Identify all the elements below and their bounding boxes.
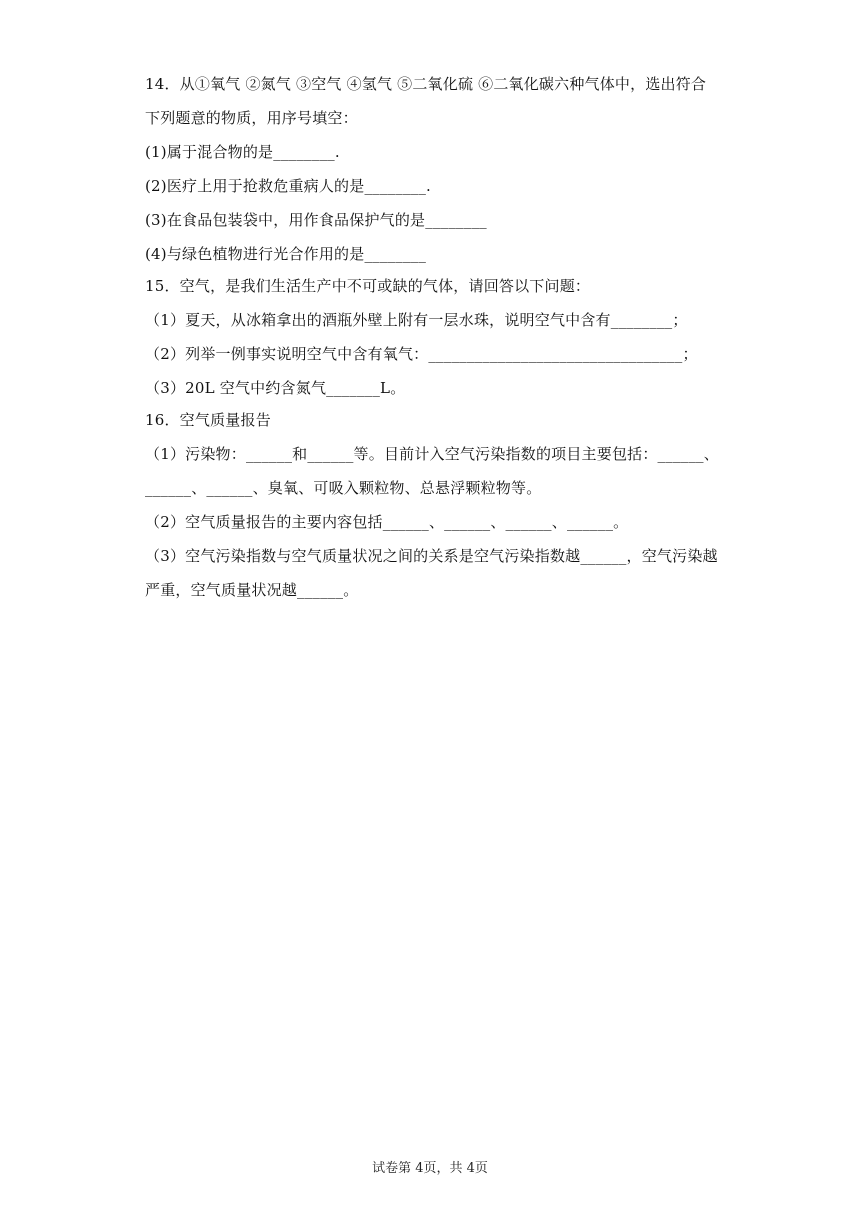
q14-item-4: (4)与绿色植物进行光合作用的是________ bbox=[145, 245, 427, 263]
q14-item-2: (2)医疗上用于抢救危重病人的是________. bbox=[145, 177, 432, 195]
q16-item-3-line1: （3）空气污染指数与空气质量状况之间的关系是空气污染指数越______，空气污染越 bbox=[145, 547, 718, 565]
q14-stem-line1: 14．从①氧气 ②氮气 ③空气 ④氢气 ⑤二氧化硫 ⑥二氧化碳六种气体中，选出符合 bbox=[145, 75, 707, 93]
q16-item-1-line2: ______、______、臭氧、可吸入颗粒物、总悬浮颗粒物等。 bbox=[145, 479, 542, 497]
q15-item-2: （2）列举一例事实说明空气中含有氧气：_________________________________； bbox=[145, 345, 698, 363]
q16-stem: 16．空气质量报告 bbox=[145, 411, 271, 429]
q15-item-1: （1）夏天，从冰箱拿出的酒瓶外壁上附有一层水珠，说明空气中含有________； bbox=[145, 311, 688, 329]
q15-item-3: （3）20L 空气中约含氮气_______L。 bbox=[145, 379, 406, 397]
q16-item-3-line2: 严重，空气质量状况越______。 bbox=[145, 581, 359, 599]
q16-item-2: （2）空气质量报告的主要内容包括______、______、______、______。 bbox=[145, 513, 629, 531]
q16-item-1-line1: （1）污染物：______和______等。目前计入空气污染指数的项目主要包括：______、 bbox=[145, 445, 719, 463]
q14-item-1: (1)属于混合物的是________. bbox=[145, 143, 340, 161]
q15-stem: 15．空气，是我们生活生产中不可或缺的气体，请回答以下问题： bbox=[145, 277, 591, 295]
page-footer: 试卷第 4页，共 4页 bbox=[372, 1161, 488, 1176]
q14-stem-line2: 下列题意的物质，用序号填空： bbox=[145, 109, 358, 127]
q14-item-3: (3)在食品包装袋中，用作食品保护气的是________ bbox=[145, 211, 487, 229]
